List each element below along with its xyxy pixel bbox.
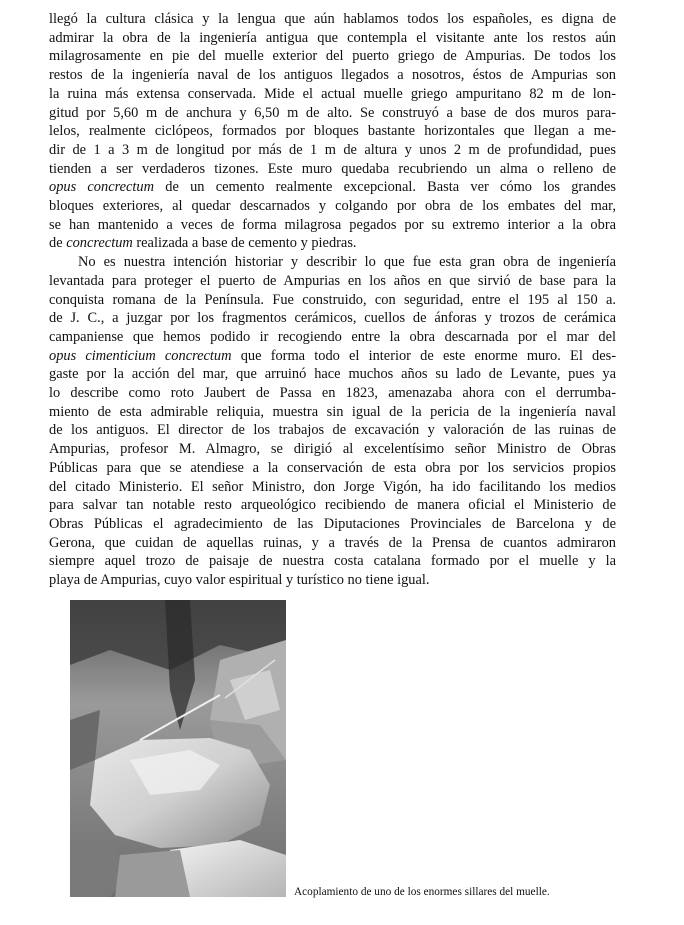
text-segment: gitud por 5,60 m de anchura y 6,50 m de alto. Se construyó a base de dos muros para- [49,104,616,121]
text-segment: campaniense que hemos podido ir recogiendo entre la obra descarnada por el mar del [49,328,616,345]
text-line [49,309,616,328]
text-segment: milagrosamente en pie del muelle exterior del puerto griego de Ampurias. De todos los [49,48,616,65]
text-segment: de J. C., a juzgar por los fragmentos cerámicos, cuellos de ánforas y trozos de cerámica [49,310,616,327]
photograph [70,600,286,897]
text-segment: Gerona, que cuidan de aquellas ruinas, y a través de la Prensa de cuantos admiraron [49,534,616,551]
text-line [49,160,616,179]
text-line [49,197,616,216]
text-segment: se han mantenido a veces de forma milagrosa pegados por su extremo interior a la obra [49,216,616,233]
text-line [49,440,616,459]
body-text [49,10,616,590]
text-line [49,403,616,422]
text-line [49,122,616,141]
text-line [49,104,616,123]
text-line [49,534,616,553]
text-line [49,85,616,104]
photo-image [70,600,286,897]
text-segment: gaste por la acción del mar, que arruinó hace muchos años su lado de Levante, pues ya [49,366,616,383]
text-segment: Obras Públicas el agradecimiento de las Diputaciones Provinciales de Barcelona y de [49,515,616,532]
text-line [49,10,616,29]
text-line [49,66,616,85]
text-segment: Ampurias, profesor M. Almagro, se dirigió al excelentísimo señor Ministro de Obras [49,441,616,458]
italic-term: concrectum [66,235,133,252]
text-segment: de [49,235,67,252]
text-segment: lelos, realmente ciclópeos, formados por bloques bastante horizontales que llegan a me- [49,123,616,140]
text-segment: de los antiguos. El director de los trabajos de excavación y valoración de las ruinas de [49,422,616,439]
text-segment: conquista romana de la Península. Fue construido, con seguridad, entre el 195 al 150 a. [49,291,616,308]
paragraph-2 [49,253,616,590]
text-line [49,234,616,253]
text-line [49,496,616,515]
paragraph-1 [49,10,616,253]
text-line [49,347,616,366]
text-segment: dir de 1 a 3 m de longitud por más de 1 m de altura y unos 2 m de profundidad, pues [49,141,616,158]
text-segment: que forma todo el interior de este enorme muro. El des- [231,347,616,364]
text-line [49,253,616,272]
text-line [49,571,616,590]
text-line [49,478,616,497]
text-line [49,291,616,310]
text-segment: bloques exteriores, al quedar descarnados y colgando por obra de los embates del mar, [49,198,616,215]
text-segment: realizada a base de cemento y piedras. [132,235,357,252]
text-line [49,29,616,48]
text-line [49,552,616,571]
text-line [49,328,616,347]
text-line [49,216,616,235]
text-segment: playa de Ampurias, cuyo valor espiritual y turístico no tiene igual. [49,572,430,589]
text-line [49,459,616,478]
text-segment: levantada para proteger el puerto de Ampurias en los años en que sirvió de base para la [49,272,616,289]
italic-term: opus cimenticium concrectum [49,347,232,364]
text-segment: miento de esta admirable reliquia, muestra sin igual de la pericia de la ingeniería naval [49,403,616,420]
text-segment: para salvar tan notable resto arqueológico recibiendo de manera oficial el Ministerio de [49,497,616,514]
text-line [49,515,616,534]
text-segment: admirar la obra de la ingeniería antigua que contempla el visitante ante los restos aún [49,29,616,46]
text-line [49,141,616,160]
text-segment: la ruina más extensa conservada. Mide el actual muelle griego ampuritano 82 m de lon- [49,85,616,102]
italic-term: opus concrectum [49,179,155,196]
text-segment: del citado Ministerio. El señor Ministro, don Jorge Vigón, ha ido facilitando los medios [49,478,616,495]
text-line [49,384,616,403]
text-line [49,421,616,440]
text-line [49,47,616,66]
text-segment: No es nuestra intención historiar y describir lo que fue esta gran obra de ingeniería [78,254,616,271]
text-segment: siempre aquel trozo de paisaje de nuestra costa catalana formado por el muelle y la [49,553,616,570]
text-segment: de un cemento realmente excepcional. Basta ver cómo los grandes [154,179,616,196]
text-segment: Públicas para que se atendiese a la conservación de esta obra por los servicios propios [49,459,616,476]
text-segment: llegó la cultura clásica y la lengua que aún hablamos todos los españoles, es digna de [49,11,616,27]
photo-caption: Acoplamiento de uno de los enormes sillares del muelle. [294,886,550,898]
text-line [49,365,616,384]
text-segment: restos de la ingeniería naval de los antiguos llegados a nosotros, éstos de Ampurias son [49,67,616,84]
text-segment: tienden a ser verdaderos tizones. Este muro quedaba recubriendo un alma o relleno de [49,160,616,177]
text-line [49,178,616,197]
text-line [49,272,616,291]
text-segment: lo describe como roto Jaubert de Passa en 1823, amenazaba ahora con el derrumba- [49,385,616,402]
